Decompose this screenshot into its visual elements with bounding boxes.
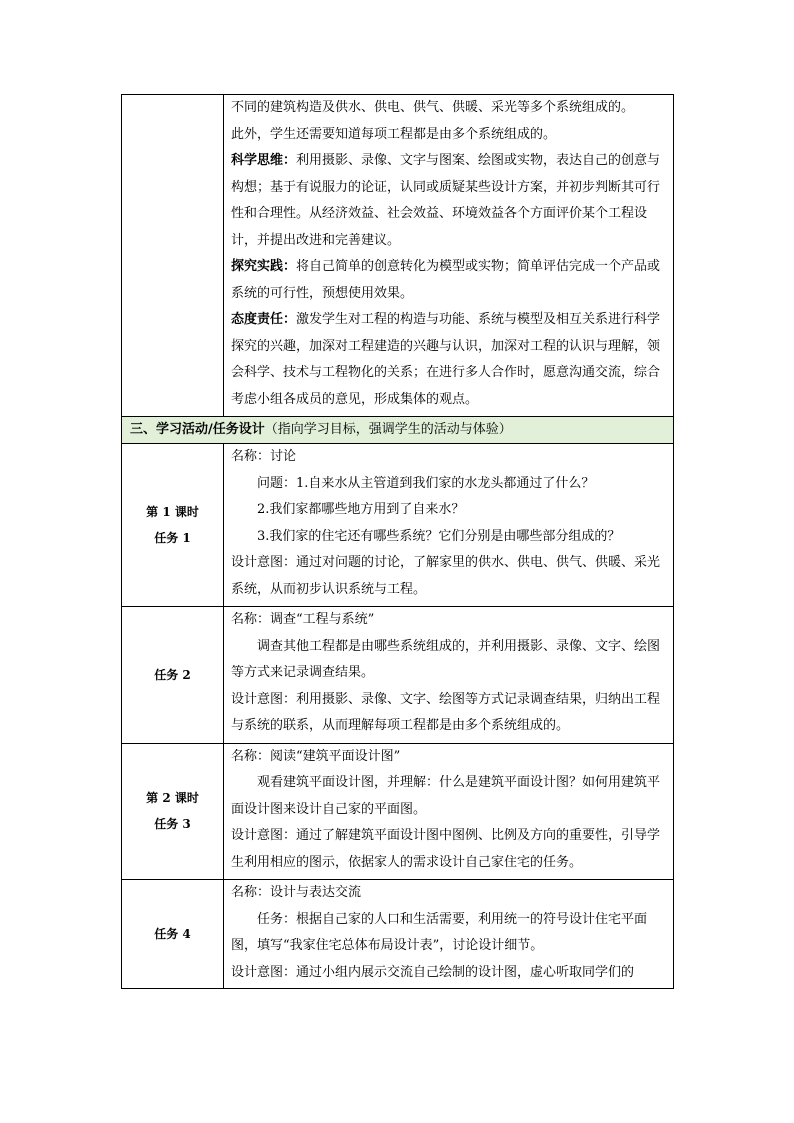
task-intent: 设计意图：通过了解建筑平面设计图中图例、比例及方向的重要性，引导学生利用相应的图示，依据家人的需求设计自己家住宅的任务。 <box>231 828 661 870</box>
task-label-cell-2 <box>122 607 224 744</box>
section-note: （指向学习目标，强调学生的活动与体验） <box>264 422 512 437</box>
goal-inquiry-practice <box>231 254 667 307</box>
goals-line-1: 不同的建筑构造及供水、供电、供气、供暖、采光等多个系统组成的。 <box>231 100 635 115</box>
task-name: 名称：阅读“建筑平面设计图” <box>231 748 401 764</box>
goals-line-2: 此外，学生还需要知道每项工程都是由多个系统组成的。 <box>231 126 557 142</box>
task-body-line: 调查其他工程都是由哪些系统组成的，并利用摄影、录像、文字、绘图等方式来记录调查结果。 <box>231 638 661 680</box>
period-label: 第 1 课时 <box>146 505 199 519</box>
task-label: 任务 3 <box>154 817 191 832</box>
goal-label: 态度责任： <box>231 312 297 327</box>
goals-left-cell <box>122 95 224 417</box>
goal-attitude-responsibility <box>231 307 667 413</box>
task-label: 任务 1 <box>154 531 191 545</box>
goal-text: 激发学生对工程的构造与功能、系统与模型及相互关系进行科学探究的兴趣，加深对工程建造的兴趣与认识，加深对工程的认识与理解，领会科学、技术与工程物化的关系；在进行多人合作时，愿意沟通交流，综合考虑小组各成员的意见，形成集体的观点。 <box>231 312 661 407</box>
section-header-row <box>122 417 674 444</box>
goal-text: 将自己简单的创意转化为模型或实物；简单评估完成一个产品或系统的可行性，预想使用效果。 <box>231 259 661 301</box>
task-name: 名称：讨论 <box>231 449 297 464</box>
task-name: 名称：设计与表达交流 <box>231 885 362 900</box>
task-label: 任务 4 <box>154 927 191 941</box>
lesson-plan-table <box>121 94 674 989</box>
task-content-cell-2 <box>224 607 674 744</box>
section-title: 三、学习活动/任务设计 <box>130 422 265 437</box>
task-row-2 <box>122 607 674 744</box>
period-label: 第 2 课时 <box>146 791 199 806</box>
task-row-1 <box>122 444 674 607</box>
task-label-cell-4 <box>122 880 224 989</box>
task-body-line: 问题：1.自来水从主管道到我们家的水龙头都通过了什么？ <box>257 475 595 491</box>
task-body-line: 任务：根据自己家的人口和生活需要，利用统一的符号设计住宅平面图，填写“我家住宅总体布局设计表”，讨论设计细节。 <box>231 911 648 953</box>
task-row-4 <box>122 880 674 989</box>
task-intent: 设计意图：通过对问题的讨论，了解家里的供水、供电、供气、供暖、采光系统，从而初步认识系统与工程。 <box>231 555 661 597</box>
task-body-line: 观看建筑平面设计图，并理解：什么是建筑平面设计图？如何用建筑平面设计图来设计自己家的平面图。 <box>231 775 661 817</box>
task-body-line: 3.我们家的住宅还有哪些系统？它们分别是由哪些部分组成的？ <box>257 528 621 544</box>
goals-row <box>122 95 674 417</box>
goal-science-thinking <box>231 148 667 254</box>
goal-label: 探究实践： <box>231 259 297 274</box>
task-intent: 设计意图：利用摄影、录像、文字、绘图等方式记录调查结果，归纳出工程与系统的联系，从而理解每项工程都是由多个系统组成的。 <box>231 691 661 733</box>
task-content-cell-4 <box>224 880 674 989</box>
task-content-cell-3 <box>224 743 674 880</box>
lesson-plan-sheet <box>121 94 674 989</box>
section-header <box>122 417 674 444</box>
task-name: 名称：调查“工程与系统” <box>231 612 375 627</box>
task-intent: 设计意图：通过小组内展示交流自己绘制的设计图，虚心听取同学们的 <box>231 964 635 980</box>
goals-content-cell <box>224 95 674 417</box>
task-label-cell-1 <box>122 444 224 607</box>
task-body-line: 2.我们家都哪些地方用到了自来水？ <box>257 502 465 517</box>
task-label-cell-3 <box>122 743 224 880</box>
goal-text: 利用摄影、录像、文字与图案、绘图或实物，表达自己的创意与构想；基于有说服力的论证，认同或质疑某些设计方案，并初步判断其可行性和合理性。从经济效益、社会效益、环境效益各个方面评价某个工程设计，并提出改进和完善建议。 <box>231 153 661 248</box>
task-label: 任务 2 <box>154 667 191 682</box>
goal-label: 科学思维： <box>231 153 297 168</box>
task-content-cell-1 <box>224 444 674 607</box>
task-row-3 <box>122 743 674 880</box>
